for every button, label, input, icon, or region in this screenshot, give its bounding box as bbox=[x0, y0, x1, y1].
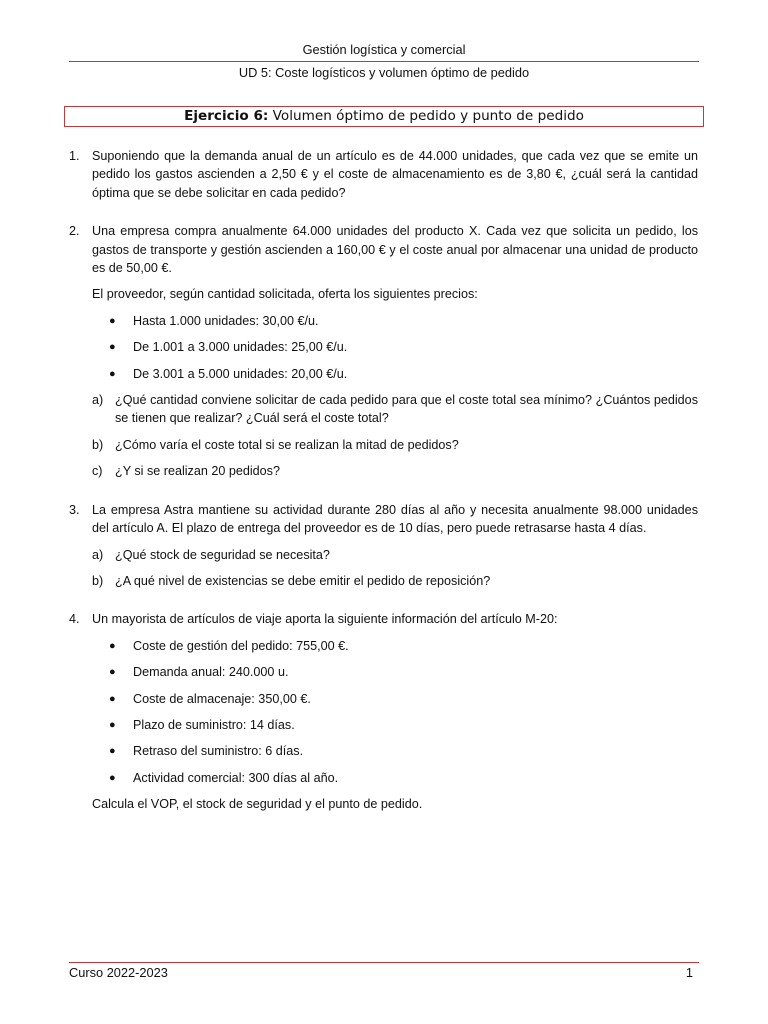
item-info-list bbox=[92, 637, 698, 787]
header-title: Gestión logística y comercial bbox=[302, 42, 466, 57]
sub-question-text: ¿Qué cantidad conviene solicitar de cada pedido para que el coste total sea mínimo? ¿Cuántos pedidos se tienen que realizar? ¿Cuál será el coste total? bbox=[115, 393, 698, 426]
question-1 bbox=[0, 147, 768, 202]
exercise-content bbox=[0, 147, 768, 814]
bullet-icon: ● bbox=[109, 639, 116, 652]
list-item: ● De 3.001 a 5.000 unidades: 20,00 €/u. bbox=[92, 365, 698, 383]
sub-question-c bbox=[92, 462, 698, 480]
question-2 bbox=[0, 222, 768, 480]
list-item: ● Actividad comercial: 300 días al año. bbox=[92, 769, 698, 787]
sub-question-a bbox=[92, 546, 698, 564]
page-number: 1 bbox=[685, 965, 693, 980]
exercise-label: Ejercicio 6: bbox=[184, 108, 269, 124]
list-item: ● Plazo de suministro: 14 días. bbox=[92, 716, 698, 734]
question-number: 2. bbox=[69, 224, 80, 239]
sub-question-letter: c) bbox=[92, 464, 103, 479]
sub-question-a bbox=[92, 391, 698, 428]
bullet-icon: ● bbox=[109, 771, 116, 784]
exercise-title-box bbox=[64, 106, 704, 127]
sub-question-letter: b) bbox=[92, 437, 104, 452]
list-item: ● De 1.001 a 3.000 unidades: 25,00 €/u. bbox=[92, 338, 698, 356]
sub-question-letter: a) bbox=[92, 393, 104, 408]
sub-question-text: ¿A qué nivel de existencias se debe emitir el pedido de reposición? bbox=[115, 573, 491, 588]
footer-divider bbox=[69, 962, 699, 963]
sub-question-letter: b) bbox=[92, 573, 104, 588]
question-text: La empresa Astra mantiene su actividad durante 280 días al año y necesita anualmente 98.000 unidades del artículo A. El plazo de entrega del proveedor es de 10 días, pero puede retrasarse hasta 4 días. bbox=[92, 502, 698, 536]
price-list bbox=[92, 312, 698, 383]
list-item: ● Coste de gestión del pedido: 755,00 €. bbox=[92, 637, 698, 655]
sub-question-text: ¿Y si se realizan 20 pedidos? bbox=[115, 464, 280, 479]
footer-course: Curso 2022-2023 bbox=[69, 965, 168, 980]
sub-question-text: ¿Cómo varía el coste total si se realizan la mitad de pedidos? bbox=[115, 437, 459, 452]
header-divider bbox=[69, 61, 699, 62]
bullet-icon: ● bbox=[109, 314, 116, 327]
question-number: 4. bbox=[69, 612, 80, 627]
question-text: Una empresa compra anualmente 64.000 unidades del producto X. Cada vez que solicita un pedido, los gastos de transporte y gestión ascienden a 160,00 € y el coste anual por almacenar una unidad de producto es de 50,00 €. bbox=[92, 224, 698, 276]
bullet-icon: ● bbox=[109, 745, 116, 758]
header-subtitle: UD 5: Coste logísticos y volumen óptimo de pedido bbox=[238, 65, 530, 80]
exercise-title: Volumen óptimo de pedido y punto de pedido bbox=[272, 108, 584, 124]
bullet-icon: ● bbox=[109, 341, 116, 354]
question-4 bbox=[0, 610, 768, 813]
bullet-icon: ● bbox=[109, 692, 116, 705]
bullet-icon: ● bbox=[109, 367, 116, 380]
list-item: ● Hasta 1.000 unidades: 30,00 €/u. bbox=[92, 312, 698, 330]
question-number: 1. bbox=[69, 149, 80, 163]
bullet-icon: ● bbox=[109, 718, 116, 731]
sub-question-letter: a) bbox=[92, 547, 104, 562]
sub-question-b bbox=[92, 436, 698, 454]
question-number: 3. bbox=[69, 502, 80, 517]
question-3 bbox=[0, 501, 768, 591]
question-text: Un mayorista de artículos de viaje aporta la siguiente información del artículo M-20: bbox=[92, 612, 558, 627]
bullet-icon: ● bbox=[109, 666, 116, 679]
list-item: ● Demanda anual: 240.000 u. bbox=[92, 663, 698, 681]
sub-question-text: ¿Qué stock de seguridad se necesita? bbox=[115, 547, 330, 562]
sub-question-b bbox=[92, 572, 698, 590]
list-item: ● Coste de almacenaje: 350,00 €. bbox=[92, 690, 698, 708]
list-item: ● Retraso del suministro: 6 días. bbox=[92, 742, 698, 760]
question-closing-text: Calcula el VOP, el stock de seguridad y el punto de pedido. bbox=[92, 797, 423, 812]
question-extra-text: El proveedor, según cantidad solicitada, oferta los siguientes precios: bbox=[92, 287, 478, 302]
question-text: Suponiendo que la demanda anual de un artículo es de 44.000 unidades, que cada vez que se emite un pedido los gastos ascienden a 2,50 € y el coste de almacenamiento es de 3,80 €, ¿cuál será la cantidad óptima que se debe solicitar en cada pedido? bbox=[92, 149, 698, 200]
